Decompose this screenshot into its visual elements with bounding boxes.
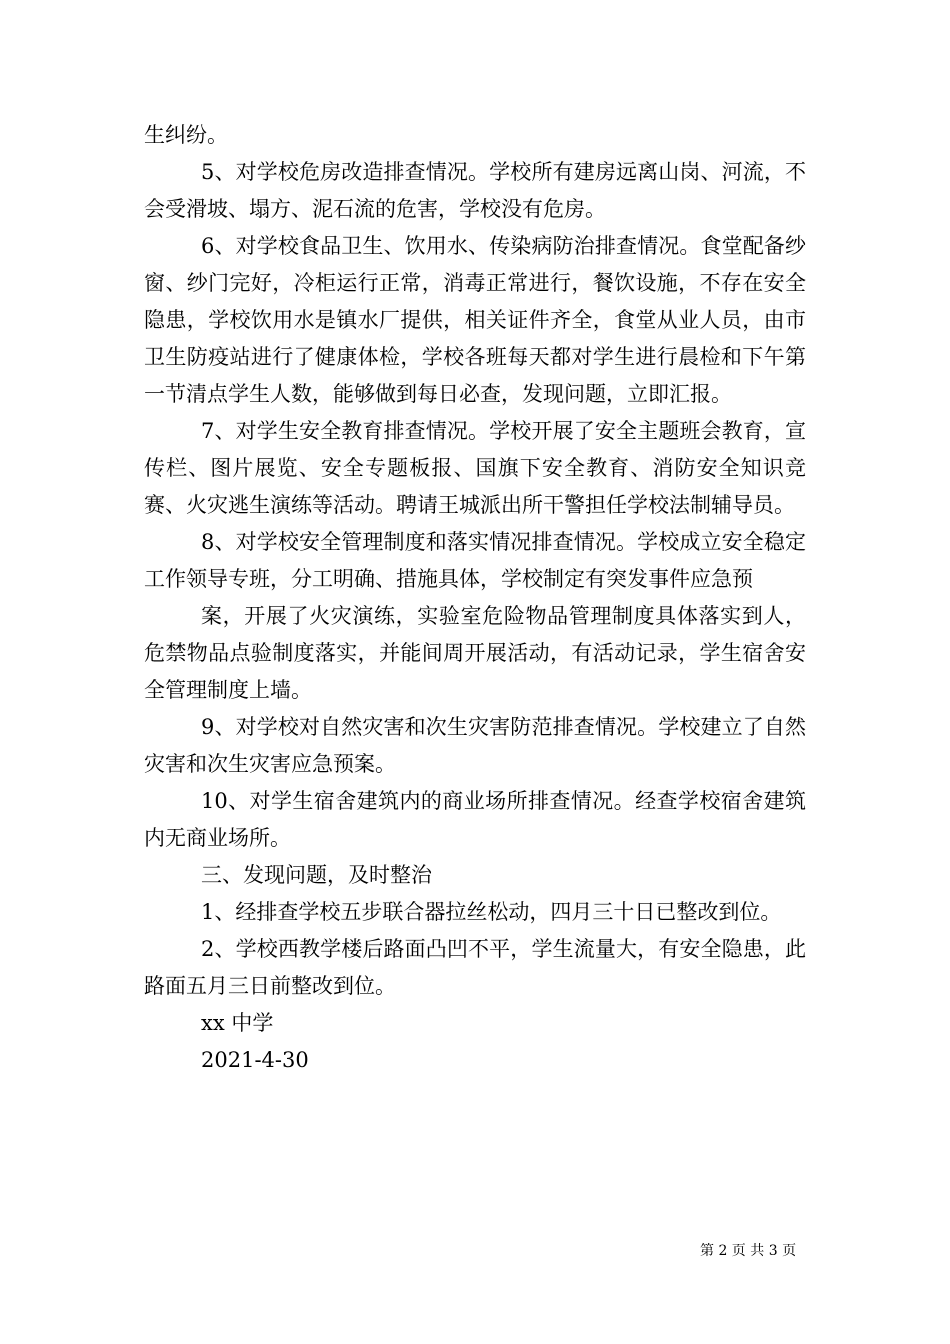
document-body xyxy=(144,117,806,1079)
paragraph: 案，开展了火灾演练，实验室危险物品管理制度具体落实到人，危禁物品点验制度落实，并能间周开展活动，有活动记录，学生宿舍安全管理制度上墙。 xyxy=(144,604,806,702)
paragraph: 生纠纷。 xyxy=(144,123,228,147)
paragraph: 7、对学生安全教育排查情况。学校开展了安全主题班会教育，宣传栏、图片展览、安全专题板报、国旗下安全教育、消防安全知识竞赛、火灾逃生演练等活动。聘请王城派出所干警担任学校法制辅导员。 xyxy=(144,419,806,517)
section-heading: 三、发现问题，及时整治 xyxy=(201,863,432,887)
paragraph: 9、对学校对自然灾害和次生灾害防范排查情况。学校建立了自然灾害和次生灾害应急预案。 xyxy=(144,715,806,776)
paragraph: 6、对学校食品卫生、饮用水、传染病防治排查情况。食堂配备纱窗、纱门完好，冷柜运行正常，消毒正常进行，餐饮设施，不存在安全隐患，学校饮用水是镇水厂提供，相关证件齐全，食堂从业人员，由市卫生防疫站进行了健康体检，学校各班每天都对学生进行晨检和下午第一节清点学生人数，能够做到每日必查，发现问题，立即汇报。 xyxy=(144,234,806,406)
signature-org: xx 中学 xyxy=(201,1011,274,1035)
paragraph: 2、学校西教学楼后路面凸凹不平，学生流量大，有安全隐患，此路面五月三日前整改到位。 xyxy=(144,937,806,998)
signature-date: 2021-4-30 xyxy=(201,1048,309,1072)
page-number: 第 2 页 共 3 页 xyxy=(700,1243,797,1259)
paragraph: 5、对学校危房改造排查情况。学校所有建房远离山岗、河流，不会受滑坡、塌方、泥石流的危害，学校没有危房。 xyxy=(144,160,806,221)
paragraph: 10、对学生宿舍建筑内的商业场所排查情况。经查学校宿舍建筑内无商业场所。 xyxy=(144,789,806,850)
paragraph: 1、经排查学校五步联合器拉丝松动，四月三十日已整改到位。 xyxy=(201,900,782,924)
paragraph: 8、对学校安全管理制度和落实情况排查情况。学校成立安全稳定工作领导专班，分工明确、措施具体，学校制定有突发事件应急预 xyxy=(144,530,806,591)
